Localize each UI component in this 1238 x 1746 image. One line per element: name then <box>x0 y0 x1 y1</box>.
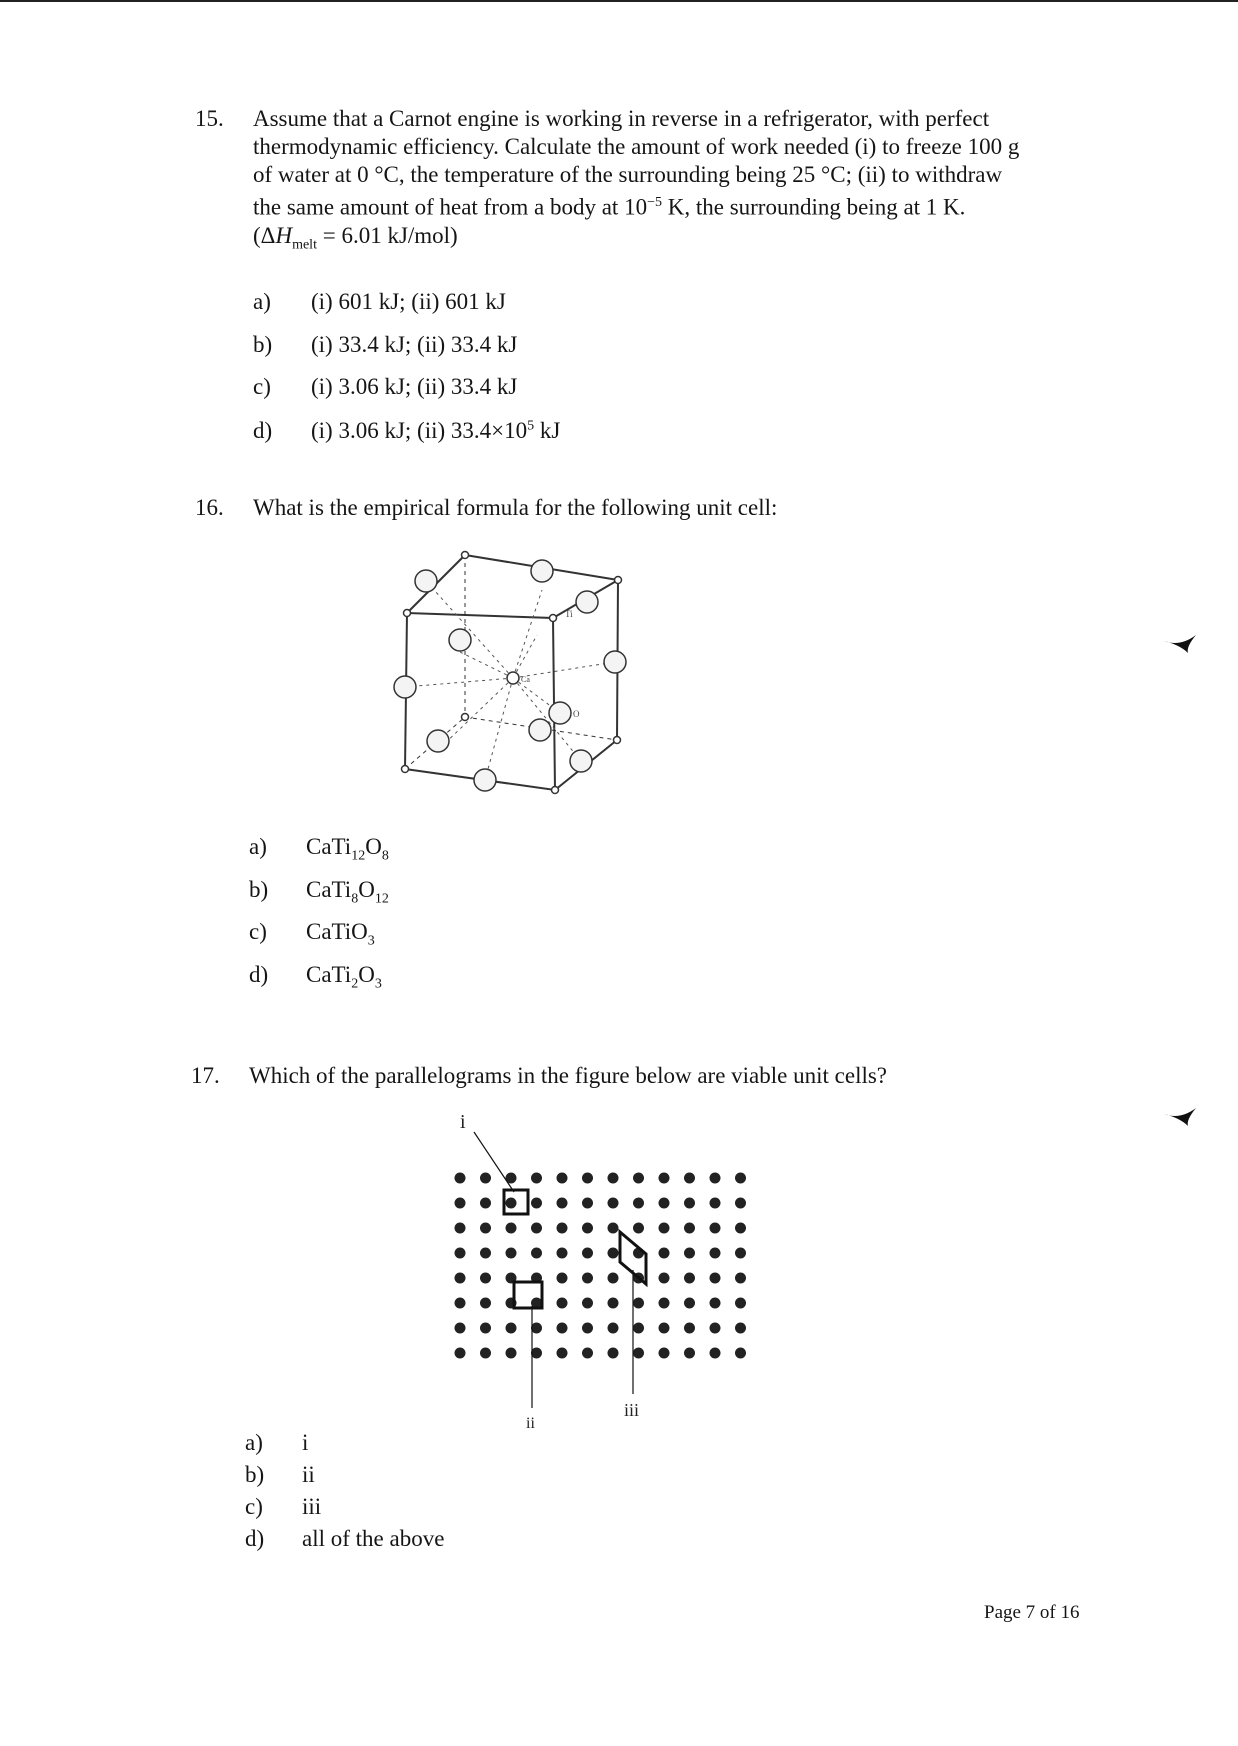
pointer-line-i <box>474 1132 514 1192</box>
option-label: a) <box>249 834 267 859</box>
lattice-point <box>557 1248 568 1259</box>
lattice-point <box>710 1198 721 1209</box>
lattice-dots <box>455 1173 747 1359</box>
lattice-point <box>608 1173 619 1184</box>
figure-label-ii: ii <box>526 1415 535 1432</box>
formula <box>306 834 389 865</box>
question-16 <box>195 494 1095 524</box>
bond-line <box>513 635 537 678</box>
lattice-point <box>582 1198 593 1209</box>
question-number: 15. <box>195 106 224 131</box>
subscript: 2 <box>351 976 359 992</box>
oxygen-atom <box>529 719 551 741</box>
lattice-point <box>608 1248 619 1259</box>
lattice-point <box>633 1348 644 1359</box>
titanium-atom <box>402 766 409 773</box>
question-line: of water at 0 °C, the temperature of the surrounding being 25 °C; (ii) to withdraw <box>253 162 1003 187</box>
subscript: 3 <box>374 976 382 992</box>
lattice-point <box>684 1248 695 1259</box>
lattice-point <box>531 1173 542 1184</box>
lattice-point <box>608 1323 619 1334</box>
lattice-point <box>710 1348 721 1359</box>
option-text: i <box>302 1430 309 1455</box>
lattice-point <box>480 1248 491 1259</box>
lattice-point <box>455 1348 466 1359</box>
formula-part: O <box>358 877 375 902</box>
lattice-point <box>582 1348 593 1359</box>
lattice-point <box>557 1298 568 1309</box>
subscript: 8 <box>381 848 389 864</box>
lattice-point <box>684 1348 695 1359</box>
text-part: (i) 3.06 kJ; (ii) 33.4×10 <box>311 418 528 443</box>
titanium-atom <box>550 615 557 622</box>
lattice-point <box>608 1273 619 1284</box>
oxygen-atom <box>415 570 437 592</box>
option-label: b) <box>245 1462 265 1487</box>
lattice-point <box>684 1298 695 1309</box>
lattice-point <box>710 1298 721 1309</box>
question-line: thermodynamic efficiency. Calculate the amount of work needed (i) to freeze 100 g <box>253 134 1020 159</box>
bond-line <box>426 581 513 678</box>
lattice-point <box>735 1248 746 1259</box>
figure-label-i: i <box>460 1111 466 1133</box>
option-text: ii <box>302 1462 315 1487</box>
oxygen-atom <box>394 676 416 698</box>
lattice-point <box>582 1323 593 1334</box>
formula-part: O <box>365 834 382 859</box>
option-label: a) <box>245 1430 263 1455</box>
lattice-point <box>710 1273 721 1284</box>
calcium-atom <box>507 672 519 684</box>
lattice-point <box>659 1348 670 1359</box>
lattice-point <box>455 1223 466 1234</box>
oxygen-atom <box>449 629 471 651</box>
lattice-point <box>557 1273 568 1284</box>
lattice-point <box>684 1198 695 1209</box>
page-number: Page 7 of 16 <box>984 1602 1080 1623</box>
titanium-atom <box>462 552 469 559</box>
option-text: iii <box>302 1494 322 1519</box>
lattice-point <box>684 1323 695 1334</box>
lattice-point <box>659 1323 670 1334</box>
lattice-point <box>557 1198 568 1209</box>
bond-line <box>513 590 542 678</box>
margin-check-mark <box>1162 633 1198 655</box>
lattice-point <box>608 1198 619 1209</box>
lattice-point <box>455 1323 466 1334</box>
lattice-point <box>531 1198 542 1209</box>
margin-check-mark <box>1162 1106 1198 1128</box>
figure-label-ti: Ti <box>565 609 573 619</box>
lattice-point <box>480 1323 491 1334</box>
figure-label-ca: Ca <box>521 675 530 684</box>
bond-line <box>485 678 513 780</box>
lattice-point <box>633 1223 644 1234</box>
subscript: 12 <box>351 848 366 864</box>
oxygen-atom <box>576 591 598 613</box>
subscript: 12 <box>374 891 389 907</box>
option-label: c) <box>245 1494 263 1519</box>
lattice-point <box>684 1273 695 1284</box>
lattice-point <box>531 1248 542 1259</box>
titanium-atom <box>404 610 411 617</box>
scan-top-edge-line <box>0 0 1238 2</box>
bond-line <box>513 678 581 761</box>
lattice-point <box>480 1273 491 1284</box>
lattice-point <box>506 1348 517 1359</box>
lattice-point <box>506 1323 517 1334</box>
lattice-point <box>735 1223 746 1234</box>
question-line <box>253 222 1093 260</box>
lattice-point <box>659 1298 670 1309</box>
formula <box>306 962 382 993</box>
variable: H <box>275 222 293 248</box>
lattice-point <box>506 1198 517 1209</box>
text-part: (Δ <box>253 222 276 248</box>
lattice-point <box>608 1348 619 1359</box>
exponent: −5 <box>647 195 662 210</box>
lattice-point <box>582 1223 593 1234</box>
titanium-atom <box>462 714 469 721</box>
lattice-point <box>710 1173 721 1184</box>
formula-part: CaTi <box>306 834 352 859</box>
oxygen-atom <box>531 560 553 582</box>
lattice-point <box>455 1173 466 1184</box>
lattice-point <box>506 1223 517 1234</box>
question-text: What is the empirical formula for the following unit cell: <box>253 495 778 520</box>
lattice-point <box>557 1173 568 1184</box>
titanium-atom <box>614 737 621 744</box>
lattice-point <box>735 1323 746 1334</box>
text-part: the same amount of heat from a body at 10 <box>253 194 648 220</box>
lattice-point <box>633 1298 644 1309</box>
lattice-point <box>582 1173 593 1184</box>
option-label: d) <box>253 418 273 443</box>
text-part: = 6.01 kJ/mol) <box>316 222 458 248</box>
lattice-point <box>480 1173 491 1184</box>
lattice-point <box>608 1223 619 1234</box>
option-text: (i) 3.06 kJ; (ii) 33.4 kJ <box>311 374 518 399</box>
lattice-point <box>480 1198 491 1209</box>
exponent: 5 <box>527 418 535 434</box>
option-label: b) <box>249 877 269 902</box>
question-line: Assume that a Carnot engine is working in reverse in a refrigerator, with perfect <box>253 106 990 131</box>
oxygen-atom <box>570 750 592 772</box>
lattice-point <box>710 1248 721 1259</box>
unit-cell-figure <box>385 545 635 805</box>
question-17 <box>191 1062 1091 1092</box>
question-number: 16. <box>195 495 224 520</box>
formula-part: CaTi <box>306 877 352 902</box>
lattice-point <box>455 1248 466 1259</box>
option-text: (i) 601 kJ; (ii) 601 kJ <box>311 289 506 314</box>
lattice-point <box>455 1298 466 1309</box>
lattice-point <box>455 1198 466 1209</box>
subscript: 8 <box>351 891 359 907</box>
question-15 <box>195 105 1095 253</box>
subscript: melt <box>292 237 317 253</box>
lattice-point <box>735 1348 746 1359</box>
lattice-point <box>480 1298 491 1309</box>
lattice-point <box>633 1198 644 1209</box>
lattice-point <box>480 1348 491 1359</box>
question-line <box>253 189 1093 222</box>
lattice-point <box>633 1323 644 1334</box>
lattice-point <box>557 1323 568 1334</box>
option-label: a) <box>253 289 271 314</box>
oxygen-atom <box>549 702 571 724</box>
lattice-point <box>531 1348 542 1359</box>
lattice-point <box>557 1348 568 1359</box>
option-text: (i) 33.4 kJ; (ii) 33.4 kJ <box>311 332 518 357</box>
option-text <box>311 418 560 444</box>
formula <box>306 919 375 950</box>
bond-line <box>405 678 513 687</box>
lattice-point <box>633 1173 644 1184</box>
option-text: all of the above <box>302 1526 445 1551</box>
lattice-figure <box>440 1110 780 1440</box>
oxygen-atom <box>474 769 496 791</box>
lattice-point <box>735 1298 746 1309</box>
titanium-atom <box>615 577 622 584</box>
lattice-point <box>582 1298 593 1309</box>
option-label: d) <box>245 1526 265 1551</box>
lattice-point <box>735 1198 746 1209</box>
lattice-point <box>659 1173 670 1184</box>
lattice-point <box>684 1173 695 1184</box>
lattice-point <box>659 1198 670 1209</box>
subscript: 3 <box>367 933 375 949</box>
figure-label-o: O <box>573 709 580 719</box>
oxygen-atom <box>604 651 626 673</box>
lattice-point <box>531 1323 542 1334</box>
formula-part: CaTiO <box>306 919 368 944</box>
formula-part: O <box>358 962 375 987</box>
lattice-point <box>582 1273 593 1284</box>
option-label: d) <box>249 962 269 987</box>
lattice-point <box>735 1273 746 1284</box>
question-text <box>253 105 1093 259</box>
lattice-point <box>684 1223 695 1234</box>
option-label: c) <box>249 919 267 944</box>
lattice-point <box>531 1223 542 1234</box>
lattice-point <box>659 1273 670 1284</box>
lattice-point <box>608 1298 619 1309</box>
question-number: 17. <box>191 1063 220 1088</box>
option-label: b) <box>253 332 273 357</box>
lattice-point <box>710 1223 721 1234</box>
text-part: K, the surrounding being at 1 K. <box>661 194 966 220</box>
lattice-point <box>659 1223 670 1234</box>
formula <box>306 877 389 908</box>
option-label: c) <box>253 374 271 399</box>
titanium-atom <box>552 787 559 794</box>
lattice-point <box>480 1223 491 1234</box>
bond-line <box>460 652 513 678</box>
figure-label-iii: iii <box>624 1400 640 1420</box>
oxygen-atom <box>427 730 449 752</box>
lattice-point <box>506 1248 517 1259</box>
text-part: kJ <box>534 418 561 443</box>
lattice-point <box>710 1323 721 1334</box>
lattice-point <box>735 1173 746 1184</box>
question-text: Which of the parallelograms in the figure below are viable unit cells? <box>249 1063 888 1088</box>
lattice-point <box>659 1248 670 1259</box>
lattice-point <box>455 1273 466 1284</box>
formula-part: CaTi <box>306 962 352 987</box>
lattice-point <box>582 1248 593 1259</box>
lattice-point <box>557 1223 568 1234</box>
